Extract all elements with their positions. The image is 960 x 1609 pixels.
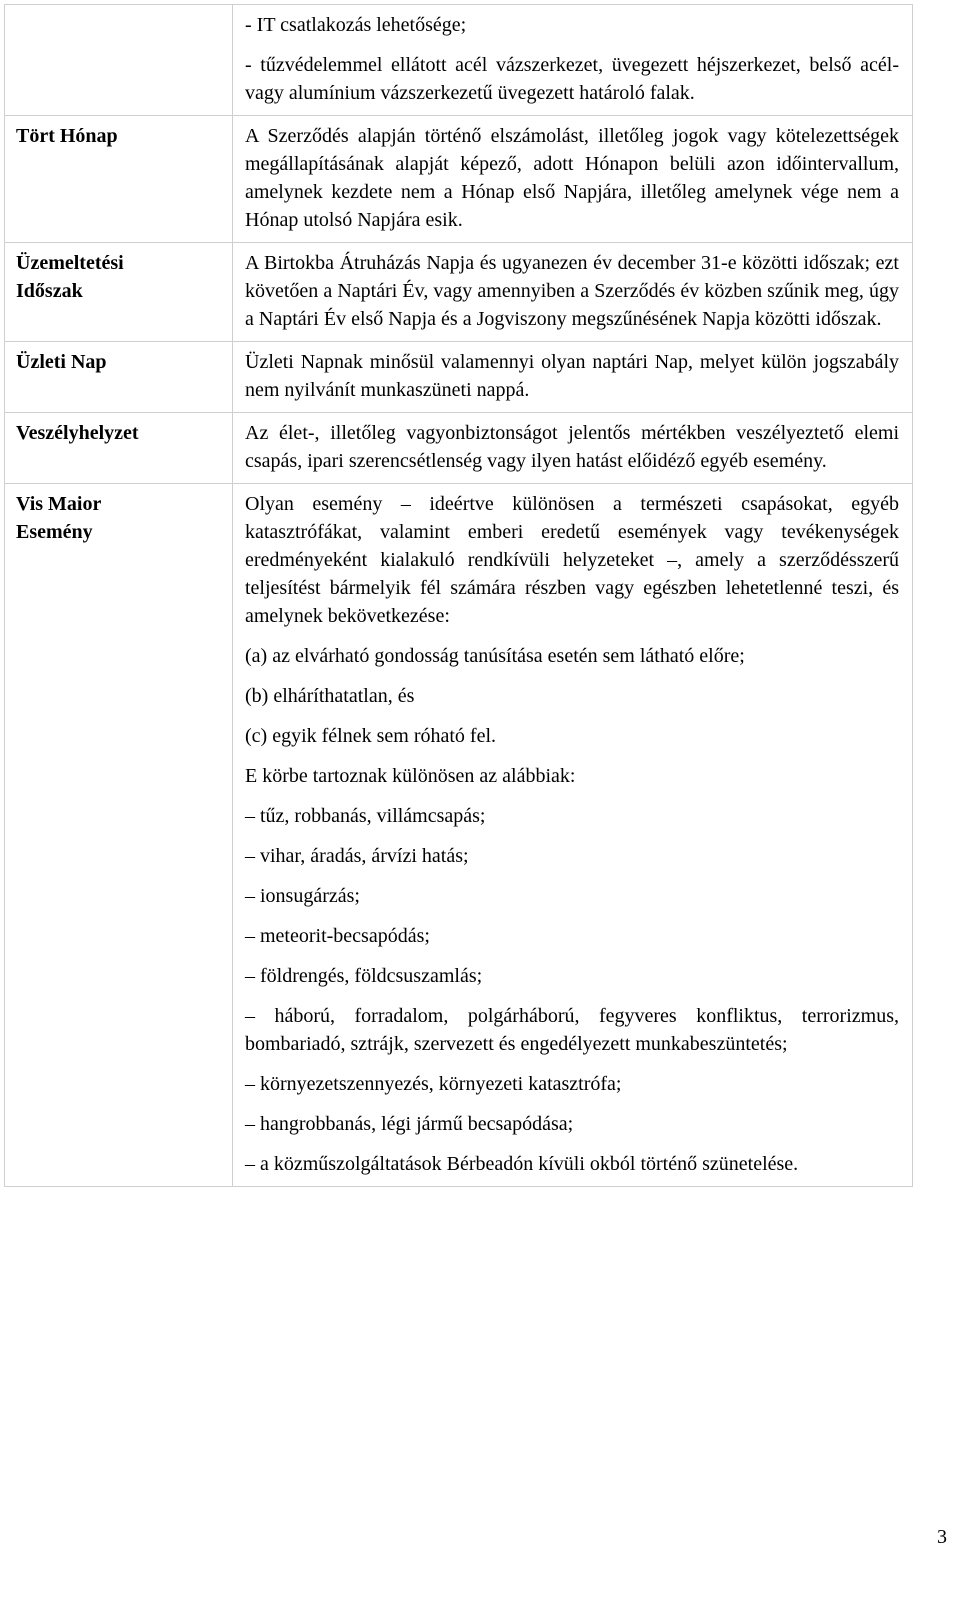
definition-paragraph: Az élet-, illetőleg vagyonbiztonságot jelentős mértékben veszélyeztető elemi csapás, ipari szerencsétlenség vagy ilyen hatást előidéző egyéb esemény. [245,422,899,472]
definition-list-item: – hangrobbanás, légi jármű becsapódása; [245,1113,574,1135]
definition-row [5,484,913,1187]
definition-list-item: (a) az elvárható gondosság tanúsítása esetén sem látható előre; [245,645,745,667]
term-label: Tört Hónap [16,125,118,147]
term-label: Üzleti Nap [16,351,107,373]
definition-row [5,116,913,243]
term-label: Esemény [16,521,93,543]
definition-paragraph: - IT csatlakozás lehetősége; [245,14,467,36]
term-cell [5,413,233,484]
term-label: Időszak [16,280,83,302]
definition-paragraph: A Szerződés alapján történő elszámolást, illetőleg jogok vagy kötelezettségek megállapításának alapját képező, adott Hónapon belüli azon időintervallum, amelynek kezdete nem a Hónap első Napjára, illetőleg amelynek vége nem a Hónap utolsó Napjára esik. [245,125,899,231]
term-cell [5,484,233,1187]
definition-list-item: – ionsugárzás; [245,885,360,907]
definition-row [5,243,913,342]
definition-list-item: – tűz, robbanás, villámcsapás; [245,805,486,827]
definition-paragraph: A Birtokba Átruházás Napja és ugyanezen év december 31-e közötti időszak; ezt követően a Naptári Év, vagy amennyiben a Szerződés év közben szűnik meg, úgy a Naptári Év első Napja és a Jogviszony megszűnésének Napja közötti időszak. [245,252,899,330]
definition-list-item: – a közműszolgáltatások Bérbeadón kívüli okból történő szünetelése. [245,1153,799,1175]
definition-list-item: (b) elháríthatatlan, és [245,685,415,707]
definition-list-item: – földrengés, földcsuszamlás; [245,965,483,987]
definition-list-item: (c) egyik félnek sem róható fel. [245,725,497,747]
term-label: Veszélyhelyzet [16,422,139,444]
definition-cell [233,342,913,413]
definition-list-item: – vihar, áradás, árvízi hatás; [245,845,469,867]
page-number: 3 [937,1526,947,1548]
term-label: Vis Maior [16,493,102,515]
term-cell [5,243,233,342]
definition-row [5,413,913,484]
definition-list-item: – háború, forradalom, polgárháború, fegyveres konfliktus, terrorizmus, bombariadó, sztrájk, szervezett és engedélyezett munkabeszüntetés; [245,1005,899,1055]
term-cell [5,342,233,413]
definition-row [5,342,913,413]
definition-paragraph: E körbe tartoznak különösen az alábbiak: [245,765,576,787]
definitions-table [4,4,913,1187]
definition-paragraph: - tűzvédelemmel ellátott acél vázszerkezet, üvegezett héjszerkezet, belső acél-vagy alumínium vázszerkezetű üvegezett határoló falak. [245,54,899,104]
definition-list-item: – meteorit-becsapódás; [245,925,430,947]
definition-cell [233,413,913,484]
definition-cell [233,243,913,342]
term-cell [5,5,233,116]
definition-paragraph: Olyan esemény – ideértve különösen a természeti csapásokat, egyéb katasztrófákat, valamint emberi eredetű események vagy tevékenységek eredményeként kialakuló rendkívüli helyzeteket –, amely a szerződésszerű teljesítést bármelyik fél számára részben vagy egészben lehetetlenné teszi, és amelynek bekövetkezése: [245,493,899,627]
term-label: Üzemeltetési [16,252,124,274]
definition-cell [233,116,913,243]
definition-paragraph: Üzleti Napnak minősül valamennyi olyan naptári Nap, melyet külön jogszabály nem nyilvánít munkaszüneti nappá. [245,351,899,401]
definition-cell [233,5,913,116]
definition-list-item: – környezetszennyezés, környezeti katasztrófa; [245,1073,622,1095]
term-cell [5,116,233,243]
definition-row [5,5,913,116]
definition-cell [233,484,913,1187]
